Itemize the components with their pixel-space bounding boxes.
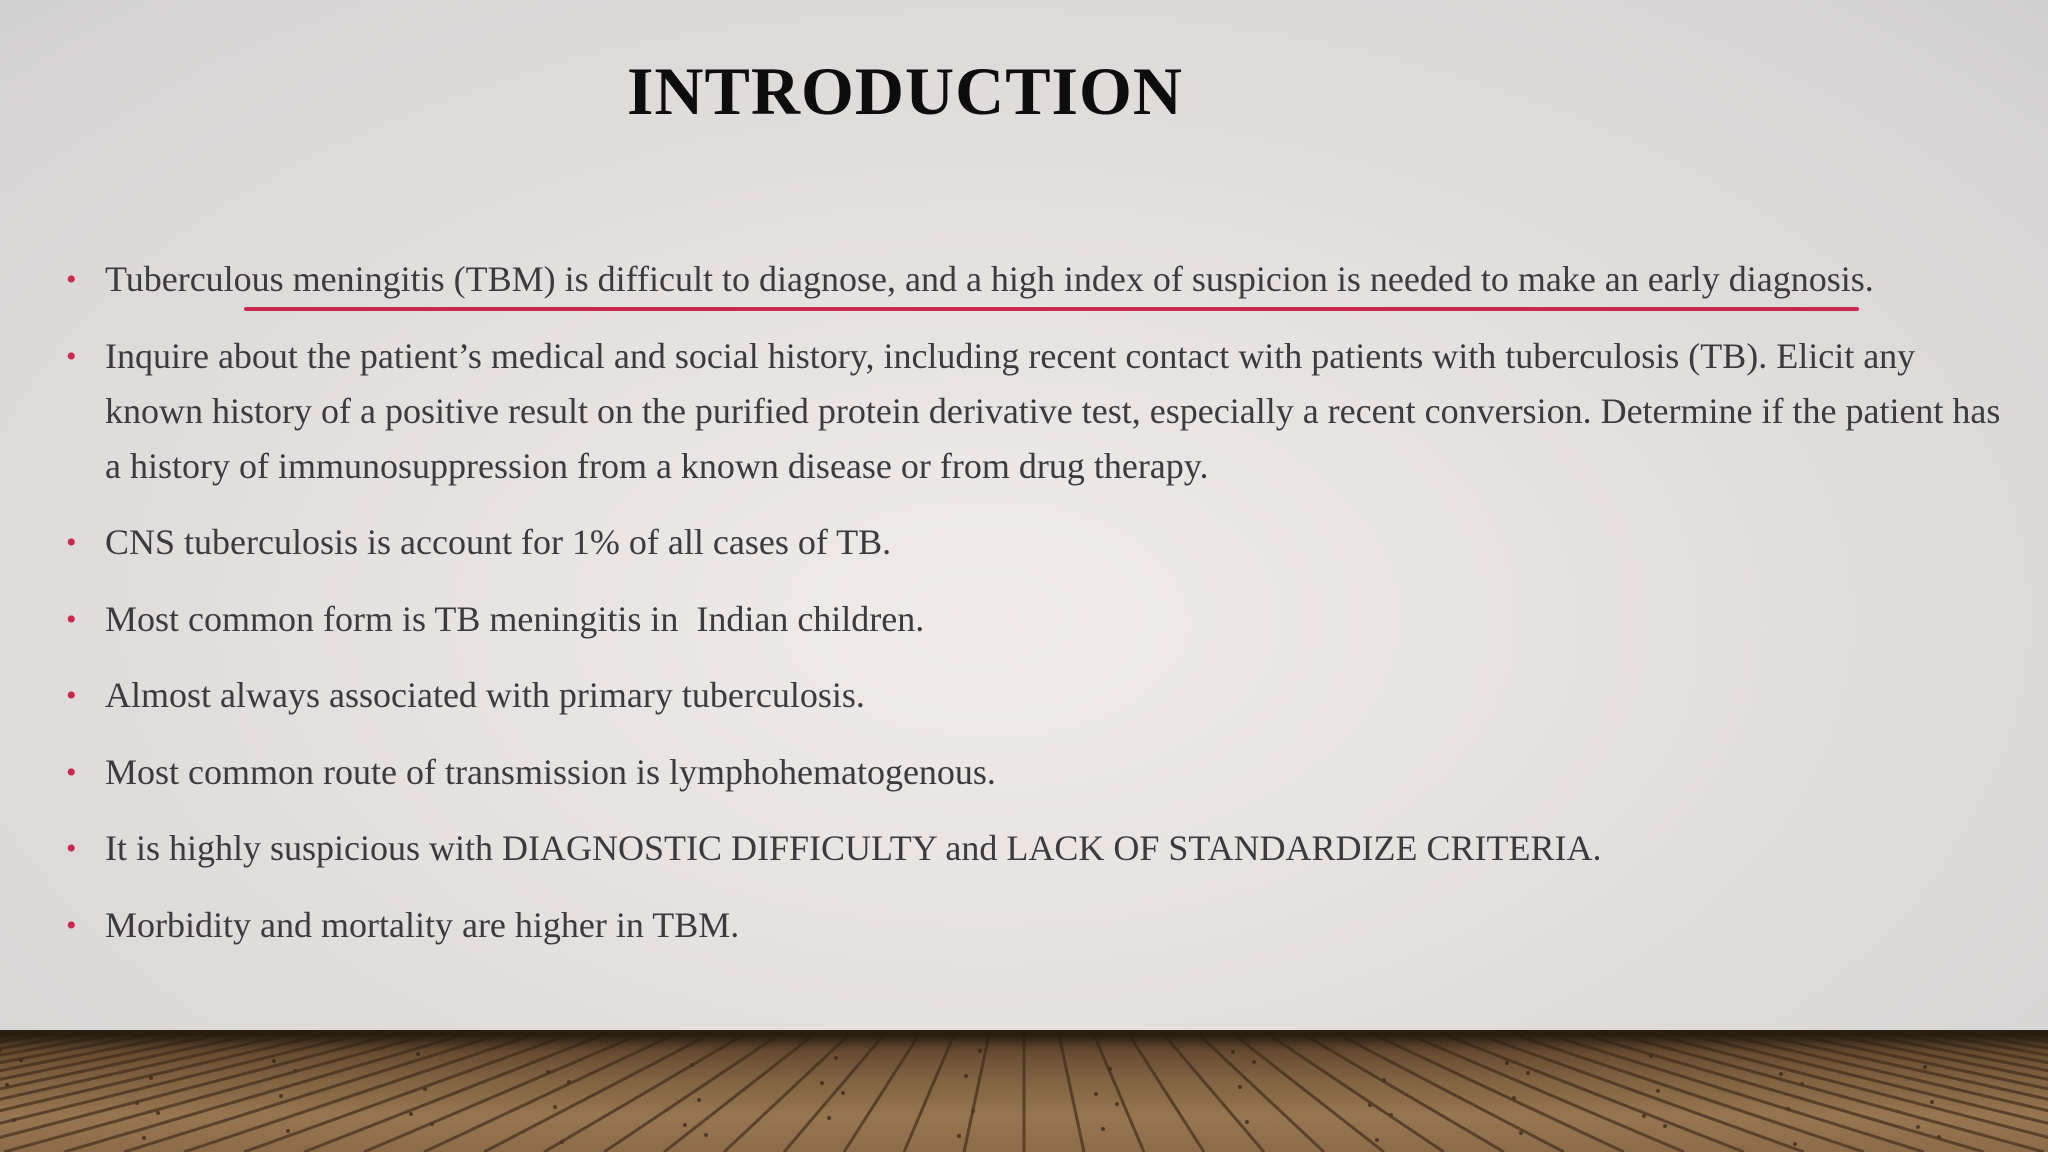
bullet-text: Most common form is TB meningitis in Indian children. — [105, 598, 925, 639]
bullet-text: Almost always associated with primary tuberculosis. — [105, 675, 865, 715]
bullet-text: Inquire about the patient’s medical and social history, including recent contact with patients with tuberculosis (TB). Elicit any known history of a positive result on the purified protein derivative test, especially a recent conversion. Determine if the patient has a history of immunosuppression from a known disease or from drug therapy. — [105, 335, 2001, 486]
bullet-item — [64, 515, 2014, 570]
bullet-text: It is highly suspicious with DIAGNOSTIC DIFFICULTY and LACK OF STANDARDIZE CRITERIA. — [105, 828, 1602, 868]
bullet-dot-icon: • — [66, 755, 77, 789]
bullet-text: CNS tuberculosis is account for 1% of all cases of TB. — [105, 522, 892, 562]
bullet-dot-icon: • — [66, 602, 77, 636]
bullet-item — [64, 592, 2014, 647]
bullet-text: Tuberculous meningitis (TBM) is difficult to diagnose, and a high index of suspicion is needed to make an early diagnosis. — [105, 259, 1874, 299]
bullet-item — [64, 329, 2014, 494]
bullet-dot-icon: • — [66, 263, 77, 296]
bullet-list — [64, 252, 2014, 974]
bullet-dot-icon: • — [66, 908, 77, 942]
bullet-item — [64, 668, 2014, 723]
bullet-item — [64, 898, 2014, 953]
bullet-item — [64, 745, 2014, 800]
bullet-dot-icon: • — [66, 679, 77, 712]
wood-planks-graphic — [0, 1030, 2048, 1152]
slide-title: INTRODUCTION — [626, 53, 1184, 129]
bullet-dot-icon: • — [66, 339, 77, 373]
highlight-underline — [244, 307, 1859, 311]
bullet-item — [64, 252, 2014, 307]
bullet-text: Morbidity and mortality are higher in TBM. — [105, 904, 740, 945]
bullet-dot-icon: • — [66, 832, 77, 865]
bullet-text: Most common route of transmission is lymphohematogenous. — [105, 751, 996, 792]
bullet-dot-icon: • — [66, 526, 77, 559]
bullet-item — [64, 821, 2014, 876]
wood-floor-decoration — [0, 1030, 2048, 1152]
